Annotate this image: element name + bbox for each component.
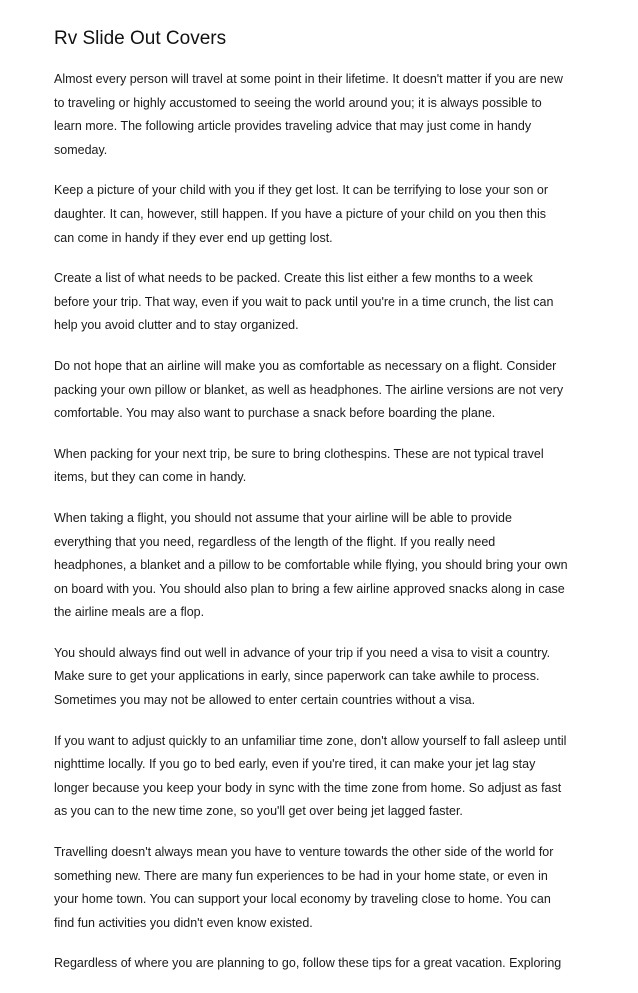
text-line: Sometimes you may not be allowed to enter certain countries without a visa. bbox=[54, 693, 476, 708]
text-line: Keep a picture of your child with you if they get lost. It can be terrifying to lose your son or bbox=[54, 183, 549, 198]
text-line: items, but they can come in handy. bbox=[54, 470, 247, 485]
document-body bbox=[54, 68, 594, 993]
text-line: When taking a flight, you should not assume that your airline will be able to provide bbox=[54, 510, 512, 525]
text-line: find fun activities you didn't even know existed. bbox=[54, 915, 313, 930]
paragraph bbox=[54, 507, 594, 625]
text-line: something new. There are many fun experiences to be had in your home state, or even in bbox=[54, 868, 548, 883]
text-line: Travelling doesn't always mean you have to venture towards the other side of the world for bbox=[54, 845, 554, 860]
text-line: When packing for your next trip, be sure to bring clothespins. These are not typical travel bbox=[54, 446, 544, 461]
text-line: You should always find out well in advance of your trip if you need a visa to visit a country. bbox=[54, 645, 551, 660]
text-line: help you avoid clutter and to stay organized. bbox=[54, 318, 299, 333]
paragraph bbox=[54, 642, 594, 713]
paragraph bbox=[54, 443, 594, 490]
paragraph bbox=[54, 952, 594, 976]
text-line: learn more. The following article provides traveling advice that may just come in handy bbox=[54, 119, 532, 134]
paragraph bbox=[54, 730, 594, 824]
text-line: Almost every person will travel at some point in their lifetime. It doesn't matter if you are new bbox=[54, 72, 563, 86]
text-line: headphones, a blanket and a pillow to be comfortable while flying, you should bring your own bbox=[54, 558, 568, 573]
text-line: someday. bbox=[54, 142, 108, 157]
text-line: If you want to adjust quickly to an unfamiliar time zone, don't allow yourself to fall asleep until bbox=[54, 733, 567, 748]
text-line: the airline meals are a flop. bbox=[54, 605, 205, 620]
text-line: to traveling or highly accustomed to seeing the world around you; it is always possible to bbox=[54, 95, 542, 110]
paragraph bbox=[54, 179, 594, 250]
text-line: Create a list of what needs to be packed. Create this list either a few months to a week bbox=[54, 271, 533, 286]
text-line: daughter. It can, however, still happen. If you have a picture of your child on you then this bbox=[54, 206, 546, 221]
text-line: comfortable. You may also want to purchase a snack before boarding the plane. bbox=[54, 406, 496, 421]
paragraph bbox=[54, 355, 594, 426]
text-line: packing your own pillow or blanket, as well as headphones. The airline versions are not very bbox=[54, 382, 564, 397]
text-line: Make sure to get your applications in early, since paperwork can take awhile to process. bbox=[54, 669, 540, 684]
text-line: everything that you need, regardless of the length of the flight. If you really need bbox=[54, 534, 496, 549]
text-line: your home town. You can support your local economy by traveling close to home. You can bbox=[54, 892, 551, 907]
text-line: nighttime locally. If you go to bed early, even if you're tired, it can make your jet lag stay bbox=[54, 757, 536, 772]
paragraph bbox=[54, 267, 594, 338]
text-line: Do not hope that an airline will make you as comfortable as necessary on a flight. Consider bbox=[54, 358, 557, 373]
text-line: before your trip. That way, even if you wait to pack until you're in a time crunch, the list can bbox=[54, 294, 554, 309]
text-line: can come in handy if they ever end up getting lost. bbox=[54, 230, 333, 245]
paragraph bbox=[54, 841, 594, 935]
document-title: Rv Slide Out Covers bbox=[54, 28, 227, 49]
text-line: as you can to the new time zone, so you'll get over being jet lagged faster. bbox=[54, 804, 463, 819]
text-line: Regardless of where you are planning to go, follow these tips for a great vacation. Exploring bbox=[54, 956, 562, 971]
paragraph bbox=[54, 68, 594, 162]
text-line: longer because you keep your body in sync with the time zone from home. So adjust as fast bbox=[54, 780, 562, 795]
text-line: on board with you. You should also plan to bring a few airline approved snacks along in case bbox=[54, 581, 565, 596]
